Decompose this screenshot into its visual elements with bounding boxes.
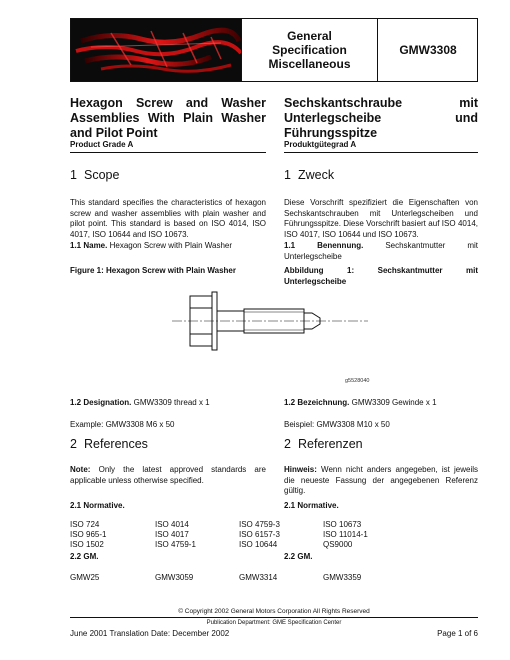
copyright-notice: © Copyright 2002 General Motors Corporation All Rights Reserved	[178, 608, 370, 615]
note-para-de	[284, 465, 478, 497]
header-title-line3: Miscellaneous	[268, 57, 351, 71]
name-label: 1.1 Benennung.	[284, 241, 364, 250]
name-para-en	[70, 241, 266, 252]
figure-caption-en: Figure 1: Hexagon Screw with Plain Washer	[70, 266, 236, 275]
red-streak-logo	[71, 19, 241, 81]
designation-para-en	[70, 398, 266, 409]
designation-text: GMW3309 thread x 1	[133, 398, 210, 407]
normative-ref: QS9000	[323, 540, 353, 549]
designation-label: 1.2 Bezeichnung.	[284, 398, 350, 407]
normative-heading-de: 2.1 Normative.	[284, 501, 339, 510]
hexagon-screw-drawing	[170, 288, 370, 358]
divider-en	[70, 152, 266, 153]
designation-text: GMW3309 Gewinde x 1	[351, 398, 437, 407]
figure-caption-de: Abbildung 1: Sechskantmutter mit Unterlegscheibe	[284, 266, 478, 286]
section-title: References	[84, 437, 148, 451]
normative-ref: ISO 4759-3	[239, 520, 280, 529]
title-de: Sechskantschraube mit Unterlegscheibe und Führungsspitze	[284, 96, 478, 140]
normative-row	[70, 530, 480, 540]
normative-ref: ISO 965-1	[70, 530, 107, 539]
gm-heading-de: 2.2 GM.	[284, 552, 313, 561]
normative-ref: ISO 11014-1	[323, 530, 368, 539]
figure-id: g5528040	[345, 378, 370, 384]
example-en: Example: GMW3308 M6 x 50	[70, 420, 175, 429]
header-title	[242, 19, 378, 81]
footer-date: June 2001 Translation Date: December 2002	[70, 629, 230, 638]
normative-ref: ISO 1502	[70, 540, 104, 549]
normative-ref: ISO 6157-3	[239, 530, 280, 539]
publication-department: Publication Department: GME Specification Center	[206, 620, 342, 626]
name-text: Hexagon Screw with Plain Washer	[109, 241, 233, 250]
section-title: Zweck	[298, 168, 335, 182]
name-label: 1.1 Name.	[70, 241, 108, 250]
gm-heading-en: 2.2 GM.	[70, 552, 99, 561]
scope-text-en: This standard specifies the characteristics of hexagon screw and washer assemblies with plain washer and pilot point. This standard is based on ISO 4014, ISO 4017, ISO 10644 and ISO 10673.	[70, 198, 266, 239]
product-grade-de: Produktgütegrad A	[284, 140, 357, 149]
normative-ref: ISO 4014	[155, 520, 189, 529]
header-doc-code: GMW3308	[399, 43, 457, 57]
section-title: Referenzen	[298, 437, 363, 451]
normative-ref: ISO 4759-1	[155, 540, 196, 549]
note-label: Hinweis:	[284, 465, 317, 474]
normative-row	[70, 520, 480, 530]
section-title: Scope	[84, 168, 120, 182]
normative-ref: ISO 724	[70, 520, 100, 529]
scope-text-de: Diese Vorschrift spezifiziert die Eigenschaften von Sechskantschrauben mit Unterlegscheiben und Führungsspitze. Diese Vorschrift basiert auf ISO 4014, ISO 4017, ISO 10644 und ISO 10673.	[284, 198, 478, 239]
section-1-heading-de	[284, 168, 334, 182]
name-para-de	[284, 241, 478, 262]
section-number: 1	[70, 168, 77, 182]
gm-ref: GMW3059	[155, 573, 194, 582]
normative-heading-en: 2.1 Normative.	[70, 501, 125, 510]
header-title-line2: Specification	[272, 43, 347, 57]
designation-para-de	[284, 398, 478, 409]
section-1-heading-en	[70, 168, 119, 182]
page-number: Page 1 of 6	[437, 629, 478, 638]
normative-ref: ISO 10644	[239, 540, 278, 549]
note-para-en	[70, 465, 266, 486]
note-label: Note:	[70, 465, 91, 474]
gm-ref: GMW3359	[323, 573, 362, 582]
normative-refs-table	[70, 520, 480, 550]
gm-ref: GMW25	[70, 573, 100, 582]
footer-divider	[70, 617, 478, 618]
designation-label: 1.2 Designation.	[70, 398, 132, 407]
normative-row	[70, 540, 480, 550]
normative-ref: ISO 4017	[155, 530, 189, 539]
document-header	[70, 18, 478, 82]
section-number: 2	[70, 437, 77, 451]
name-text: Sechskantmutter mit Unterlegscheibe	[284, 241, 478, 261]
section-2-heading-en	[70, 437, 148, 451]
divider-de	[284, 152, 478, 153]
normative-ref: ISO 10673	[323, 520, 362, 529]
note-text: Wenn nicht anders angegeben, ist jeweils die neueste Fassung der angegebenen Referenz gültig.	[284, 465, 478, 495]
note-text: Only the latest approved standards are applicable unless otherwise specified.	[70, 465, 266, 485]
gm-ref: GMW3314	[239, 573, 278, 582]
section-number: 2	[284, 437, 291, 451]
title-en: Hexagon Screw and Washer Assemblies With Plain Washer and Pilot Point	[70, 96, 266, 140]
header-title-line1: General	[287, 29, 332, 43]
example-de: Beispiel: GMW3308 M10 x 50	[284, 420, 390, 429]
gm-refs-row	[70, 573, 480, 583]
header-logo-graphic	[71, 19, 242, 81]
section-number: 1	[284, 168, 291, 182]
product-grade-en: Product Grade A	[70, 140, 134, 149]
section-2-heading-de	[284, 437, 363, 451]
